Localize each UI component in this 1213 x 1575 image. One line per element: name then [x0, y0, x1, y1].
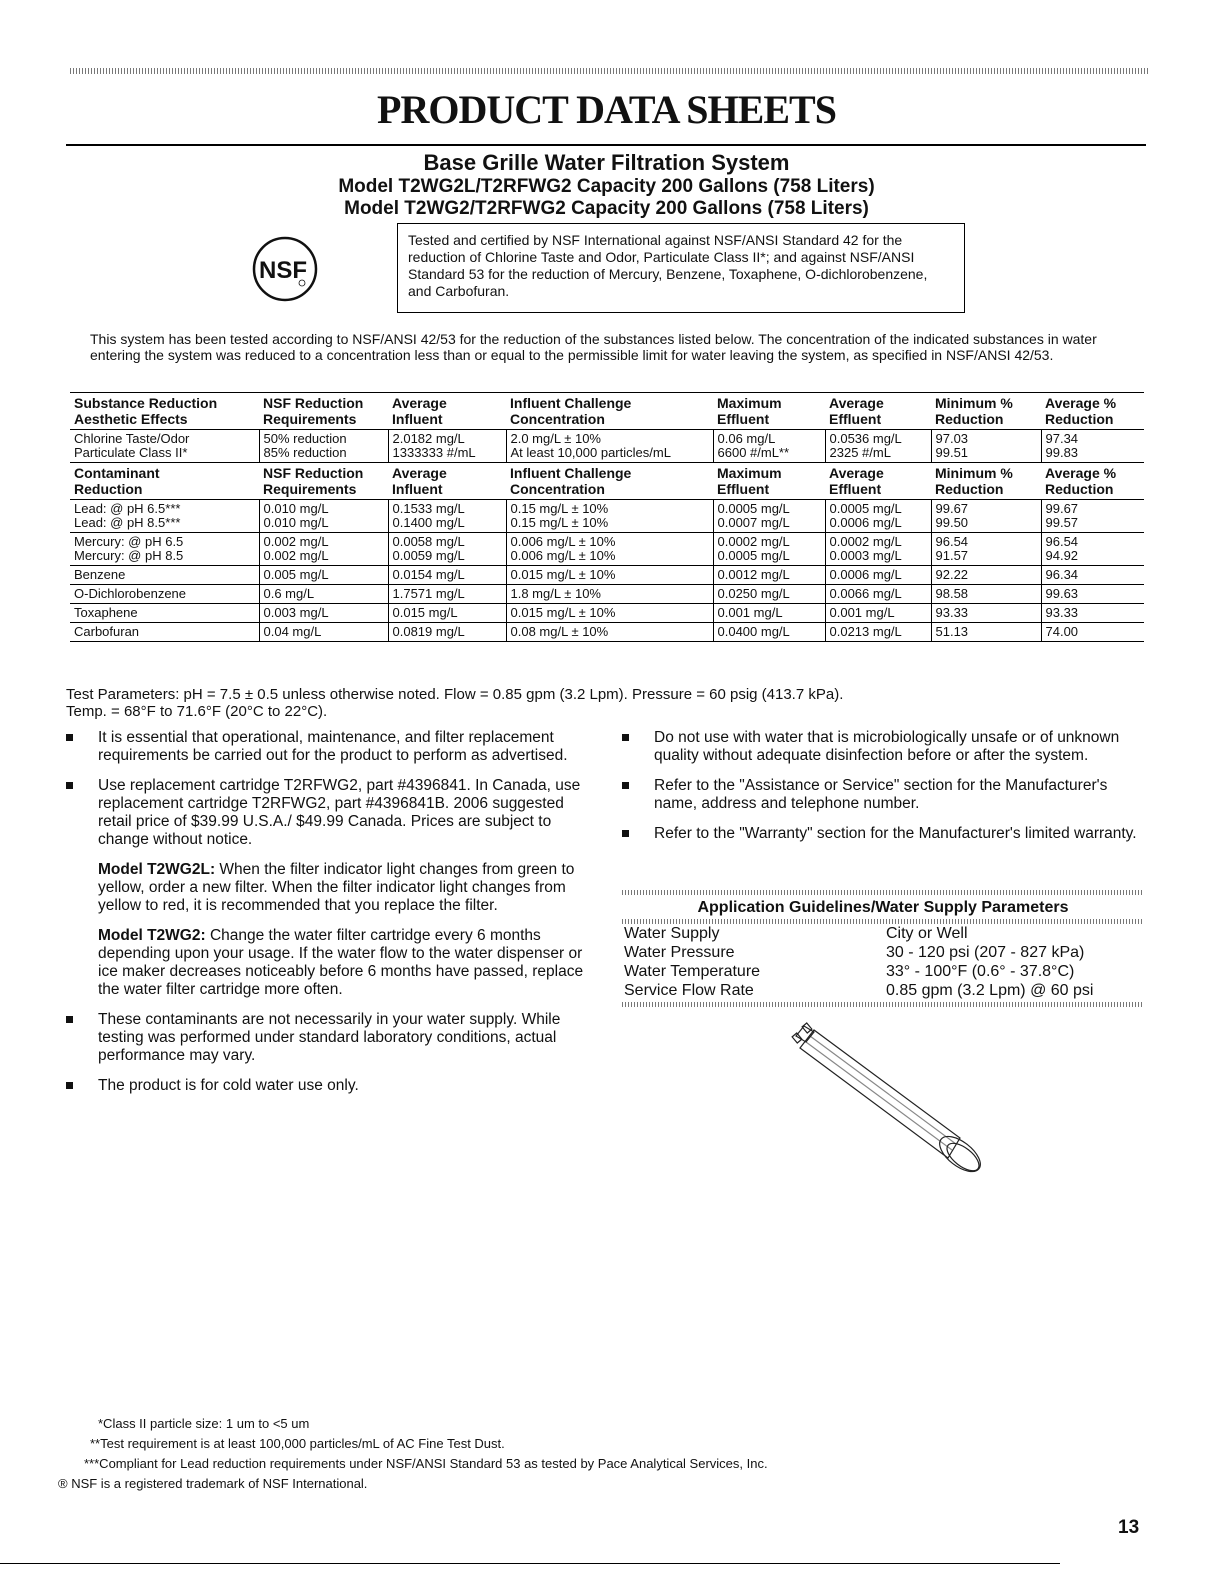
- test-parameters-line-2: Temp. = 68°F to 71.6°F (20°C to 22°C).: [66, 703, 328, 720]
- table-cell: 0.0002 mg/L 0.0005 mg/L: [713, 533, 825, 566]
- table-cell: 0.006 mg/L ± 10% 0.006 mg/L ± 10%: [506, 533, 713, 566]
- test-parameters: [66, 686, 1146, 720]
- guidelines-title-rule: [622, 919, 1144, 924]
- list-item: [66, 777, 586, 849]
- table-cell: 74.00: [1041, 623, 1144, 642]
- guidelines-top-rule: [622, 890, 1144, 895]
- list-item-text: It is essential that operational, maintenance, and filter replacement requirements be carried out for the product to perform as advertised.: [98, 729, 568, 764]
- filter-cartridge-icon: [780, 1020, 1000, 1190]
- guidelines-row: [622, 981, 1144, 1000]
- table-cell: 0.0819 mg/L: [388, 623, 506, 642]
- table-cell: Influent Challenge Concentration: [510, 395, 632, 427]
- list-item-text: The product is for cold water use only.: [98, 1077, 359, 1094]
- table-cell: 2.0182 mg/L 1333333 #/mL: [388, 430, 506, 463]
- list-item: [622, 825, 1142, 843]
- table-cell: Contaminant Reduction: [74, 465, 160, 497]
- table-cell: Benzene: [74, 567, 126, 582]
- table-cell: 0.0213 mg/L: [825, 623, 931, 642]
- table-header-row: [70, 463, 1144, 500]
- bullet-icon: [66, 782, 73, 789]
- performance-table: [70, 392, 1144, 642]
- footnote: ***Compliant for Lead reduction requirements under NSF/ANSI Standard 53 as tested by Pace Analytical Services, Inc.: [84, 1456, 768, 1471]
- table-cell: 0.003 mg/L: [259, 604, 388, 623]
- table-cell: 1.8 mg/L ± 10%: [506, 585, 713, 604]
- table-cell: 96.34: [1041, 566, 1144, 585]
- table-cell: 0.0006 mg/L: [825, 566, 931, 585]
- application-guidelines: [622, 890, 1144, 1007]
- bullet-icon: [66, 1082, 73, 1089]
- table-cell: 99.67 99.50: [931, 500, 1041, 533]
- list-item: [622, 777, 1142, 813]
- table-cell: 2.0 mg/L ± 10% At least 10,000 particles/mL: [506, 430, 713, 463]
- guidelines-value: City or Well: [886, 925, 968, 942]
- nsf-logo-icon: [252, 236, 318, 302]
- table-cell: O-Dichlorobenzene: [74, 586, 187, 601]
- table-cell: 0.08 mg/L ± 10%: [506, 623, 713, 642]
- page-number: 13: [1118, 1517, 1140, 1538]
- table-cell: Lead: @ pH 6.5*** Lead: @ pH 8.5***: [74, 501, 181, 530]
- guidelines-label: Water Supply: [624, 925, 720, 942]
- table-cell: 0.04 mg/L: [259, 623, 388, 642]
- bottom-rule: [0, 1563, 1060, 1564]
- table-cell: 0.002 mg/L 0.002 mg/L: [259, 533, 388, 566]
- table-cell: Minimum % Reduction: [935, 465, 1013, 497]
- footnote: *Class II particle size: 1 um to <5 um: [98, 1416, 310, 1431]
- table-cell: 0.0400 mg/L: [713, 623, 825, 642]
- guidelines-table: [622, 924, 1144, 1000]
- guidelines-label: Water Temperature: [624, 963, 761, 980]
- table-cell: NSF Reduction Requirements: [263, 395, 364, 427]
- table-cell: 0.0005 mg/L 0.0007 mg/L: [713, 500, 825, 533]
- guidelines-label: Water Pressure: [624, 944, 735, 961]
- table-cell: Maximum Effluent: [717, 465, 782, 497]
- table-cell: 0.0002 mg/L 0.0003 mg/L: [825, 533, 931, 566]
- model-note-label: Model T2WG2L:: [98, 861, 216, 878]
- list-item-text: Refer to the "Warranty" section for the Manufacturer's limited warranty.: [654, 825, 1137, 842]
- list-item-text: Use replacement cartridge T2RFWG2, part #4396841. In Canada, use replacement cartridge T2RFWG2, part #4396841B. 2006 suggested retail price of $39.99 U.S.A./ $49.99 Canada. Prices are subject to change without notice.: [98, 777, 581, 848]
- list-item: [66, 729, 586, 765]
- intro-paragraph: This system has been tested according to NSF/ANSI 42/53 for the reduction of the substances listed below. The concentration of the indicated substances in water entering the system was reduced to a concentration less than or equal to the permissible limit for water leaving the system, as specified in NSF/ANSI 42/53.: [90, 331, 1097, 363]
- table-cell: 0.0154 mg/L: [388, 566, 506, 585]
- guidelines-row: [622, 924, 1144, 943]
- table-cell: NSF Reduction Requirements: [263, 465, 364, 497]
- guidelines-value: 30 - 120 psi (207 - 827 kPa): [886, 944, 1085, 961]
- table-cell: Average Influent: [392, 465, 447, 497]
- table-cell: 1.7571 mg/L: [388, 585, 506, 604]
- table-cell: 0.010 mg/L 0.010 mg/L: [259, 500, 388, 533]
- bullet-icon: [622, 782, 629, 789]
- certification-box: Tested and certified by NSF International against NSF/ANSI Standard 42 for the reduction of Chlorine Taste and Odor, Particulate Class II*; and against NSF/ANSI Standard 53 for the reduction of Mercury, Benzene, Toxaphene, O-dichlorobenzene, and Carbofuran.: [397, 223, 965, 313]
- top-dither-rule: [70, 68, 1148, 74]
- bullet-icon: [622, 734, 629, 741]
- table-row: [70, 566, 1144, 585]
- title-rule: [66, 144, 1146, 146]
- table-row: [70, 585, 1144, 604]
- list-item: [622, 729, 1142, 765]
- table-row: [70, 604, 1144, 623]
- table-cell: Substance Reduction Aesthetic Effects: [74, 395, 218, 427]
- bullet-icon: [66, 1016, 73, 1023]
- model-line-1: Model T2WG2L/T2RFWG2 Capacity 200 Gallons (758 Liters): [338, 176, 875, 197]
- list-item-text: Refer to the "Assistance or Service" section for the Manufacturer's name, address and telephone number.: [654, 777, 1108, 812]
- table-row: [70, 623, 1144, 642]
- table-row: [70, 500, 1144, 533]
- bullet-icon: [622, 830, 629, 837]
- table-cell: 50% reduction 85% reduction: [259, 430, 388, 463]
- model-note: [66, 861, 586, 915]
- table-cell: 0.06 mg/L 6600 #/mL**: [713, 430, 825, 463]
- list-item: [66, 1011, 586, 1065]
- table-cell: 0.015 mg/L ± 10%: [506, 604, 713, 623]
- table-cell: 0.001 mg/L: [825, 604, 931, 623]
- table-cell: 96.54 91.57: [931, 533, 1041, 566]
- table-cell: Average Effluent: [829, 465, 884, 497]
- table-cell: 51.13: [931, 623, 1041, 642]
- table-cell: 98.58: [931, 585, 1041, 604]
- table-cell: 93.33: [1041, 604, 1144, 623]
- model-note-text: When the filter indicator light changes from green to yellow, order a new filter. When the filter indicator light changes from yellow to red, it is recommended that you replace the filter.: [98, 861, 575, 914]
- table-cell: Average Effluent: [829, 395, 884, 427]
- table-cell: Average % Reduction: [1045, 395, 1117, 427]
- table-cell: Average % Reduction: [1045, 465, 1117, 497]
- table-cell: 0.001 mg/L: [713, 604, 825, 623]
- table-cell: 0.0005 mg/L 0.0006 mg/L: [825, 500, 931, 533]
- table-cell: 96.54 94.92: [1041, 533, 1144, 566]
- table-cell: Carbofuran: [74, 624, 140, 639]
- table-cell: Average Influent: [392, 395, 447, 427]
- table-cell: 0.015 mg/L: [388, 604, 506, 623]
- guidelines-label: Service Flow Rate: [624, 982, 754, 999]
- section-heading: Base Grille Water Filtration System: [423, 150, 790, 175]
- model-note-label: Model T2WG2:: [98, 927, 206, 944]
- table-cell: 0.015 mg/L ± 10%: [506, 566, 713, 585]
- guidelines-value: 33° - 100°F (0.6° - 37.8°C): [886, 963, 1075, 980]
- table-header-row: [70, 393, 1144, 430]
- guidelines-value: 0.85 gpm (3.2 Lpm) @ 60 psi: [886, 982, 1094, 999]
- list-item-text: Do not use with water that is microbiologically unsafe or of unknown quality without adequate disinfection before or after the system.: [654, 729, 1120, 764]
- table-cell: 0.0250 mg/L: [713, 585, 825, 604]
- table-cell: 92.22: [931, 566, 1041, 585]
- test-parameters-line-1: Test Parameters: pH = 7.5 ± 0.5 unless otherwise noted. Flow = 0.85 gpm (3.2 Lpm). Pressure = 60 psig (413.7 kPa).: [66, 686, 844, 703]
- footnotes: [58, 1414, 1058, 1494]
- guidelines-title: Application Guidelines/Water Supply Parameters: [697, 899, 1069, 916]
- table-cell: Minimum % Reduction: [935, 395, 1013, 427]
- table-cell: 0.15 mg/L ± 10% 0.15 mg/L ± 10%: [506, 500, 713, 533]
- footnote: ® NSF is a registered trademark of NSF International.: [58, 1476, 368, 1491]
- table-cell: Toxaphene: [74, 605, 138, 620]
- table-cell: Influent Challenge Concentration: [510, 465, 632, 497]
- table-cell: 0.6 mg/L: [259, 585, 388, 604]
- footnote: **Test requirement is at least 100,000 particles/mL of AC Fine Test Dust.: [90, 1436, 505, 1451]
- table-cell: Chlorine Taste/Odor Particulate Class II*: [74, 431, 190, 460]
- bullet-icon: [66, 734, 73, 741]
- table-cell: 0.005 mg/L: [259, 566, 388, 585]
- model-note-text: Change the water filter cartridge every 6 months depending upon your usage. If the water flow to the water dispenser or ice maker decreases noticeably before 6 months have passed, replace the water filter cartridge more often.: [98, 927, 584, 998]
- model-line-2: Model T2WG2/T2RFWG2 Capacity 200 Gallons (758 Liters): [344, 198, 869, 219]
- table-row: [70, 430, 1144, 463]
- model-note: [66, 927, 586, 999]
- guidelines-bottom-rule: [622, 1002, 1144, 1007]
- table-cell: 0.0536 mg/L 2325 #/mL: [825, 430, 931, 463]
- right-column: [622, 729, 1142, 855]
- table-cell: 99.63: [1041, 585, 1144, 604]
- nsf-logo-text: NSF: [259, 257, 307, 284]
- page-title: PRODUCT DATA SHEETS: [377, 87, 836, 132]
- table-cell: 0.1533 mg/L 0.1400 mg/L: [388, 500, 506, 533]
- left-column: [66, 729, 586, 1107]
- guidelines-row: [622, 943, 1144, 962]
- table-cell: 97.03 99.51: [931, 430, 1041, 463]
- table-cell: 99.67 99.57: [1041, 500, 1144, 533]
- table-cell: 93.33: [931, 604, 1041, 623]
- table-row: [70, 533, 1144, 566]
- list-item: [66, 1077, 586, 1095]
- table-cell: 97.34 99.83: [1041, 430, 1144, 463]
- table-cell: Mercury: @ pH 6.5 Mercury: @ pH 8.5: [74, 534, 184, 563]
- table-cell: 0.0058 mg/L 0.0059 mg/L: [388, 533, 506, 566]
- table-cell: Maximum Effluent: [717, 395, 782, 427]
- table-cell: 0.0066 mg/L: [825, 585, 931, 604]
- guidelines-row: [622, 962, 1144, 981]
- table-cell: 0.0012 mg/L: [713, 566, 825, 585]
- list-item-text: These contaminants are not necessarily in your water supply. While testing was performed under standard laboratory conditions, actual performance may vary.: [98, 1011, 561, 1064]
